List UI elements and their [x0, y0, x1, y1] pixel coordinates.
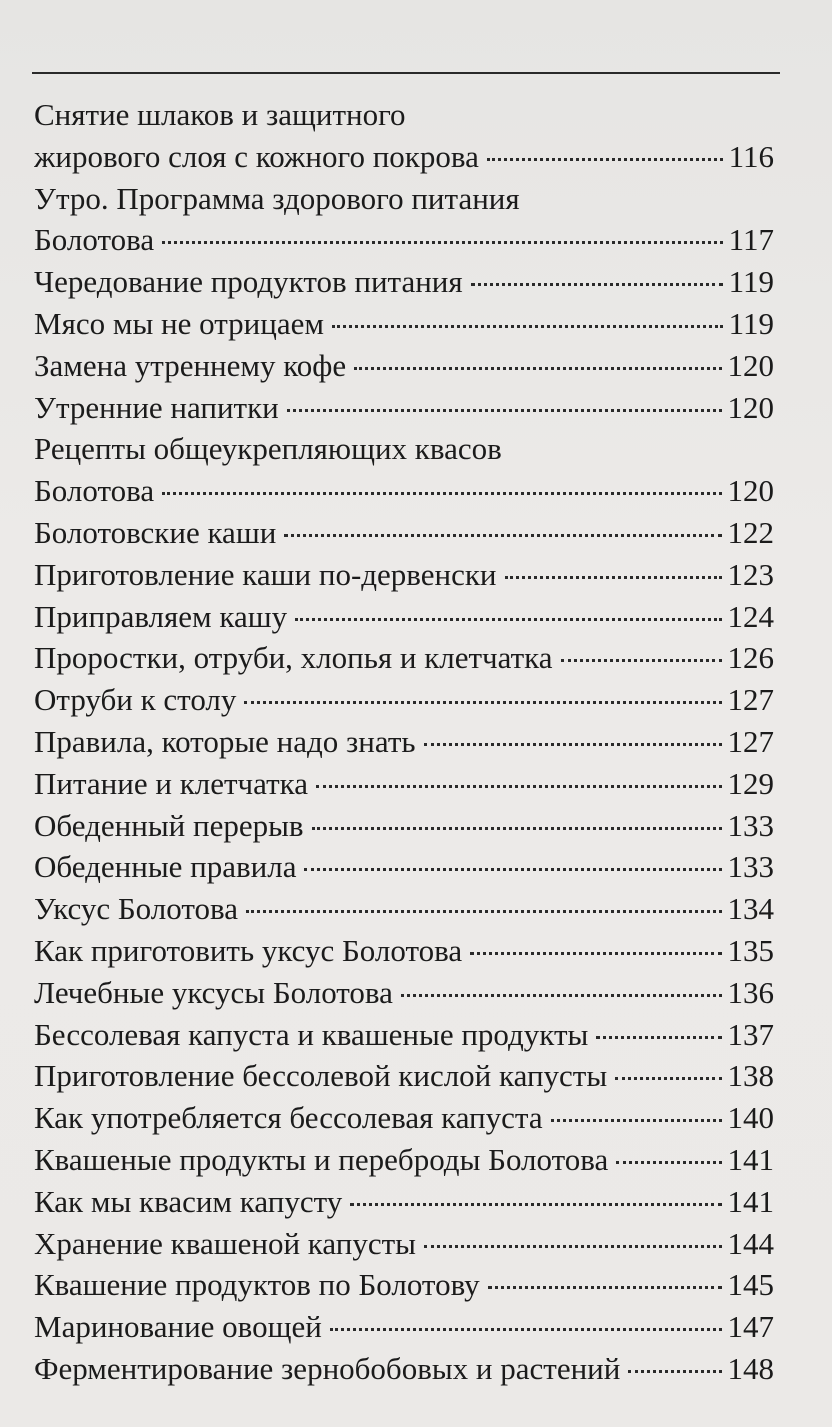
- dot-leader: [246, 910, 722, 913]
- toc-entry-title: Чередование продуктов питания: [34, 264, 463, 300]
- toc-entry-title: Проростки, отруби, хлопья и клетчатка: [34, 640, 553, 676]
- toc-entry-page-number: 120: [727, 389, 774, 425]
- toc-entry: [34, 763, 774, 805]
- toc-entry-title: Питание и клетчатка: [34, 765, 308, 801]
- dot-leader: [628, 1370, 721, 1373]
- toc-entry-title: жирового слоя с кожного покрова: [34, 138, 479, 174]
- toc-heading-line: Утро. Программа здорового питания: [34, 180, 520, 216]
- toc-entry-title: Приправляем кашу: [34, 598, 288, 634]
- dot-leader: [488, 1286, 722, 1289]
- dot-leader: [244, 701, 721, 704]
- toc-entry: [34, 1097, 774, 1139]
- toc-entry-page-number: 120: [727, 347, 774, 383]
- toc-entry-title: Лечебные уксусы Болотова: [34, 974, 393, 1010]
- toc-entry-title: Обеденный перерыв: [34, 807, 304, 843]
- toc-entry-page-number: 141: [727, 1141, 774, 1177]
- toc-entry-page-number: 123: [727, 556, 774, 592]
- toc-entry: [34, 470, 774, 512]
- toc-entry: [34, 972, 774, 1014]
- toc-entry-page-number: 133: [727, 849, 774, 885]
- toc-entry: [34, 596, 774, 638]
- toc-entry: [34, 1181, 774, 1223]
- toc-entry-page-number: 147: [727, 1309, 774, 1345]
- toc-entry: [34, 1306, 774, 1348]
- dot-leader: [487, 158, 723, 161]
- toc-entry: [34, 554, 774, 596]
- dot-leader: [596, 1036, 721, 1039]
- toc-entry-page-number: 127: [727, 723, 774, 759]
- dot-leader: [470, 952, 721, 955]
- toc-entry-page-number: 137: [727, 1016, 774, 1052]
- toc-entry-page-number: 144: [727, 1225, 774, 1261]
- dot-leader: [287, 409, 722, 412]
- toc-entry-page-number: 135: [727, 932, 774, 968]
- toc-entry: [34, 679, 774, 721]
- dot-leader: [350, 1203, 721, 1206]
- toc-entry-page-number: 120: [727, 473, 774, 509]
- toc-heading-line: Рецепты общеукрепляющих квасов: [34, 431, 502, 467]
- dot-leader: [616, 1161, 721, 1164]
- toc-entry-page-number: 140: [727, 1100, 774, 1136]
- toc-entry-title: Мясо мы не отрицаем: [34, 305, 324, 341]
- toc-entry-page-number: 122: [727, 514, 774, 550]
- toc-entry-title: Отруби к столу: [34, 682, 237, 718]
- toc-entry-title: Утренние напитки: [34, 389, 279, 425]
- toc-entry-title: Маринование овощей: [34, 1309, 322, 1345]
- toc-entry: [34, 512, 774, 554]
- dot-leader: [304, 868, 721, 871]
- toc-entry-page-number: 127: [727, 682, 774, 718]
- toc-entry: [34, 219, 774, 261]
- dot-leader: [316, 785, 722, 788]
- toc-entry-page-number: 138: [727, 1058, 774, 1094]
- toc-entry-page-number: 124: [727, 598, 774, 634]
- toc-entry-page-number: 116: [728, 138, 774, 174]
- toc-entry-title: Как мы квасим капусту: [34, 1183, 343, 1219]
- toc-entry-title: Болотова: [34, 473, 155, 509]
- toc-entry-title: Хранение квашеной капусты: [34, 1225, 416, 1261]
- toc-entry-page-number: 126: [727, 640, 774, 676]
- dot-leader: [615, 1077, 721, 1080]
- dot-leader: [354, 367, 721, 370]
- dot-leader: [401, 994, 722, 997]
- toc-entry: [34, 1139, 774, 1181]
- toc-entry-title: Бессолевая капуста и квашеные продукты: [34, 1016, 589, 1052]
- toc-entry: [34, 1348, 774, 1390]
- toc-entry-title: Приготовление каши по-дервенски: [34, 556, 497, 592]
- toc-entry-page-number: 119: [728, 264, 774, 300]
- toc-entry: [34, 888, 774, 930]
- toc-entry-title: Замена утреннему кофе: [34, 347, 347, 383]
- toc-entry-page-number: 134: [727, 891, 774, 927]
- toc-entry: [34, 846, 774, 888]
- toc-entry: [34, 930, 774, 972]
- toc-entry: [34, 345, 774, 387]
- toc-entry-page-number: 129: [727, 765, 774, 801]
- toc-entry-title: Болотовские каши: [34, 514, 277, 550]
- toc-entry: [34, 261, 774, 303]
- toc-heading-line: Снятие шлаков и защитного: [34, 97, 406, 132]
- toc-entry-page-number: 141: [727, 1183, 774, 1219]
- toc-entry-title: Как употребляется бессолевая капуста: [34, 1100, 543, 1136]
- toc-entry: [34, 1223, 774, 1265]
- toc-entry-title: Обеденные правила: [34, 849, 297, 885]
- dot-leader: [330, 1328, 722, 1331]
- dot-leader: [561, 659, 722, 662]
- dot-leader: [162, 492, 721, 495]
- dot-leader: [424, 743, 722, 746]
- toc-entry: [34, 1014, 774, 1056]
- dot-leader: [312, 827, 722, 830]
- toc-entry-title: Правила, которые надо знать: [34, 723, 416, 759]
- table-of-contents: [34, 94, 774, 1390]
- toc-entry: [34, 1055, 774, 1097]
- toc-entry-title: Уксус Болотова: [34, 891, 238, 927]
- toc-entry-page-number: 119: [728, 305, 774, 341]
- dot-leader: [505, 576, 722, 579]
- dot-leader: [424, 1245, 722, 1248]
- toc-entry-title: Квашение продуктов по Болотову: [34, 1267, 480, 1303]
- toc-entry-title: Квашеные продукты и переброды Болотова: [34, 1141, 609, 1177]
- dot-leader: [471, 283, 723, 286]
- toc-entry-title: Болотова: [34, 222, 155, 258]
- toc-entry-title: Ферментирование зернобобовых и растений: [34, 1350, 621, 1386]
- dot-leader: [162, 241, 723, 244]
- toc-entry: [34, 721, 774, 763]
- dot-leader: [332, 325, 723, 328]
- toc-entry: [34, 387, 774, 429]
- dot-leader: [551, 1119, 722, 1122]
- toc-entry-page-number: 117: [728, 222, 774, 258]
- toc-entry-page-number: 133: [727, 807, 774, 843]
- toc-entry: [34, 303, 774, 345]
- toc-entry-page-number: 136: [727, 974, 774, 1010]
- toc-entry: [34, 805, 774, 847]
- toc-entry-page-number: 145: [727, 1267, 774, 1303]
- dot-leader: [284, 534, 721, 537]
- toc-entry-title: Приготовление бессолевой кислой капусты: [34, 1058, 608, 1094]
- toc-entry-title: Как приготовить уксус Болотова: [34, 932, 463, 968]
- toc-entry: [34, 1264, 774, 1306]
- toc-entry: [34, 637, 774, 679]
- dot-leader: [295, 618, 721, 621]
- header-rule: [32, 72, 780, 74]
- toc-entry-page-number: 148: [727, 1350, 774, 1386]
- toc-entry: [34, 136, 774, 178]
